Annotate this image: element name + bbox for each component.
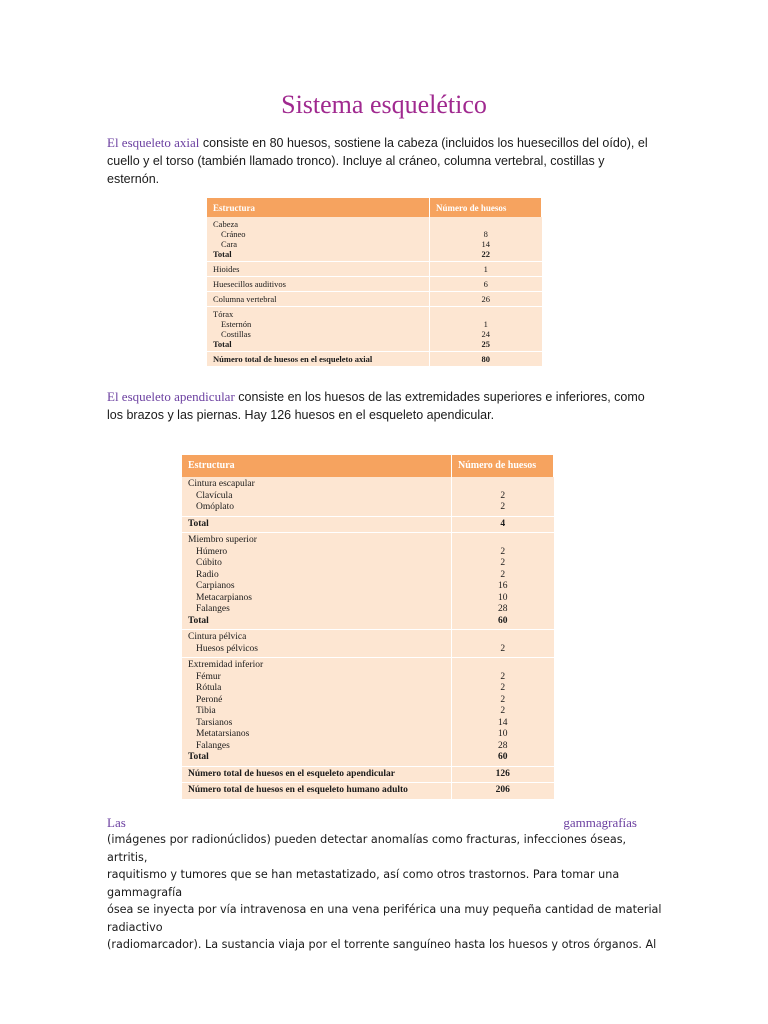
structure-label: Falanges: [196, 740, 230, 751]
structure-label: Número total de huesos en el esqueleto axial: [213, 354, 373, 364]
bone-count-value: 28: [498, 604, 508, 614]
table-row: [182, 477, 554, 516]
bone-count-value: 4: [500, 518, 506, 529]
bone-count-value: 2: [500, 683, 506, 693]
highlight-axial: El esqueleto axial: [107, 135, 200, 150]
table-row: [207, 352, 542, 367]
structure-label: Cara: [221, 239, 238, 249]
bone-count-value: [458, 479, 548, 491]
row-structure-cell: [207, 307, 430, 352]
row-count-cell: [452, 783, 554, 799]
table-row: [182, 630, 554, 658]
structure-label: Tórax: [213, 309, 234, 319]
table-header-row: [207, 198, 542, 217]
table-row: [182, 658, 554, 767]
page-title: Sistema esquelético: [281, 90, 487, 119]
bone-count-value: 80: [481, 354, 490, 364]
paragraph-line: (radiomarcador). La sustancia viaja por el torrente sanguíneo hasta los huesos y otros órganos. Al: [107, 938, 657, 951]
row-structure-cell: [207, 277, 430, 292]
row-structure-cell: [182, 477, 452, 516]
table-row: [207, 292, 542, 307]
structure-label: Cintura pélvica: [188, 632, 247, 642]
structure-label: Total: [188, 752, 209, 762]
table-row: [182, 533, 554, 630]
bone-count-value: 2: [500, 490, 506, 501]
row-count-cell: [430, 217, 542, 262]
structure-label: Rótula: [196, 683, 222, 693]
header-bone-count: Número de huesos: [452, 455, 554, 477]
structure-label: Metatarsianos: [196, 729, 250, 739]
row-count-cell: [430, 352, 542, 367]
structure-label: Cintura escapular: [188, 479, 255, 489]
highlight-appendicular: El esqueleto apendicular: [107, 389, 235, 404]
row-structure-cell: [182, 516, 452, 533]
table-row: [182, 783, 554, 799]
header-structure: Estructura: [207, 198, 430, 217]
structure-label: Esternón: [221, 319, 252, 329]
paragraph-line: ósea se inyecta por vía intravenosa en una vena periférica una muy pequeña cantidad de material radiactivo: [107, 903, 662, 934]
table-row: [182, 516, 554, 533]
bone-count-value: 206: [495, 785, 510, 795]
structure-label: Omóplato: [196, 502, 234, 512]
table-row: [207, 262, 542, 277]
bone-count-value: 1: [483, 319, 488, 329]
bone-count-value: 2: [500, 569, 506, 580]
bone-count-value: 25: [481, 339, 490, 349]
bone-count-value: 14: [498, 717, 508, 728]
row-count-cell: [452, 630, 554, 658]
structure-label: Cúbito: [196, 558, 222, 568]
structure-label: Total: [188, 615, 209, 626]
structure-label: Miembro superior: [188, 535, 257, 545]
paragraph-appendicular-text: consiste en los huesos de las extremidades superiores e inferiores, como los brazos y las piernas. Hay 126 huesos en el esqueleto apendicular.: [107, 390, 645, 422]
table-appendicular-skeleton: [182, 455, 554, 799]
table-axial-skeleton: [207, 198, 542, 366]
row-count-cell: [452, 658, 554, 767]
row-structure-cell: [182, 766, 452, 783]
structure-label: Columna vertebral: [213, 294, 277, 304]
row-count-cell: [452, 516, 554, 533]
bone-count-value: 10: [498, 729, 508, 739]
bone-count-value: [458, 660, 548, 672]
structure-label: Carpianos: [196, 581, 235, 591]
bone-count-value: 2: [500, 694, 506, 705]
bone-count-value: 2: [500, 671, 506, 682]
bone-count-value: 2: [500, 546, 506, 557]
table-row: [207, 277, 542, 292]
bone-count-value: 10: [498, 592, 508, 603]
bone-count-value: 6: [483, 279, 488, 289]
structure-label: Huesecillos auditivos: [213, 279, 286, 289]
bone-count-value: 16: [498, 581, 508, 591]
structure-label: Total: [213, 339, 232, 349]
row-count-cell: [430, 277, 542, 292]
row-structure-cell: [182, 630, 452, 658]
row-structure-cell: [207, 352, 430, 367]
header-bone-count: Número de huesos: [430, 198, 542, 217]
header-structure: Estructura: [182, 455, 452, 477]
row-count-cell: [430, 307, 542, 352]
bone-count-value: 22: [481, 249, 490, 259]
row-structure-cell: [207, 292, 430, 307]
row-structure-cell: [207, 262, 430, 277]
structure-label: Costillas: [221, 329, 251, 339]
structure-label: Peroné: [196, 694, 223, 705]
bone-count-value: [436, 309, 536, 319]
bone-count-value: 1: [483, 264, 488, 274]
bone-count-value: 60: [498, 615, 508, 626]
structure-label: Huesos pélvicos: [196, 643, 259, 654]
row-count-cell: [430, 292, 542, 307]
bone-count-value: [458, 535, 548, 547]
paragraph-line: raquitismo y tumores que se han metastatizado, así como otros trastornos. Para tomar una gammagrafía: [107, 868, 620, 899]
structure-label: Número total de huesos en el esqueleto apendicular: [188, 768, 395, 779]
paragraph-scan: [107, 831, 667, 954]
row-count-cell: [430, 262, 542, 277]
bone-count-value: 28: [498, 740, 508, 751]
structure-label: Radio: [196, 569, 219, 580]
structure-label: Metacarpianos: [196, 592, 252, 603]
structure-label: Tarsianos: [196, 717, 233, 728]
bone-count-value: [436, 219, 536, 229]
paragraph-appendicular: [107, 388, 655, 424]
table-row: [182, 766, 554, 783]
structure-label: Hioides: [213, 264, 240, 274]
paragraph-axial: [107, 134, 655, 188]
structure-label: Total: [188, 518, 209, 529]
first-word: Las: [107, 815, 126, 830]
row-count-cell: [452, 766, 554, 783]
bone-count-value: 2: [500, 502, 506, 512]
structure-label: Falanges: [196, 604, 230, 614]
paragraph-axial-text: consiste en 80 huesos, sostiene la cabeza (incluidos los huesecillos del oído), el cuello y el torso (también llamado tronco). Incluye al cráneo, columna vertebral, costillas y esternón.: [107, 136, 648, 186]
structure-label: Cráneo: [221, 229, 246, 239]
table-body: [182, 477, 554, 799]
bone-count-value: 26: [481, 294, 490, 304]
highlight-gammagrafias: gammagrafías: [563, 815, 637, 830]
table-row: [207, 217, 542, 262]
row-structure-cell: [182, 783, 452, 799]
table-row: [207, 307, 542, 352]
structure-label: Clavícula: [196, 490, 233, 501]
row-count-cell: [452, 477, 554, 516]
row-count-cell: [452, 533, 554, 630]
bone-count-value: 8: [483, 229, 488, 239]
bone-count-value: 24: [481, 329, 490, 339]
bone-count-value: 14: [481, 239, 490, 249]
bone-count-value: [458, 632, 548, 644]
bone-count-value: 2: [500, 706, 506, 716]
structure-label: Fémur: [196, 671, 221, 682]
bone-count-value: 2: [500, 643, 506, 654]
structure-label: Húmero: [196, 546, 228, 557]
table-header-row: [182, 455, 554, 477]
structure-label: Tibia: [196, 706, 216, 716]
row-structure-cell: [182, 658, 452, 767]
bone-count-value: 60: [498, 752, 508, 762]
structure-label: Extremidad inferior: [188, 660, 264, 670]
bone-count-value: 126: [495, 768, 510, 779]
table-body: [207, 217, 542, 366]
paragraph-line: (imágenes por radionúclidos) pueden detectar anomalías como fracturas, infecciones óseas, artritis,: [107, 833, 627, 864]
bone-count-value: 2: [500, 558, 506, 568]
row-structure-cell: [182, 533, 452, 630]
structure-label: Total: [213, 249, 232, 259]
row-structure-cell: [207, 217, 430, 262]
structure-label: Número total de huesos en el esqueleto humano adulto: [188, 785, 408, 795]
structure-label: Cabeza: [213, 219, 239, 229]
